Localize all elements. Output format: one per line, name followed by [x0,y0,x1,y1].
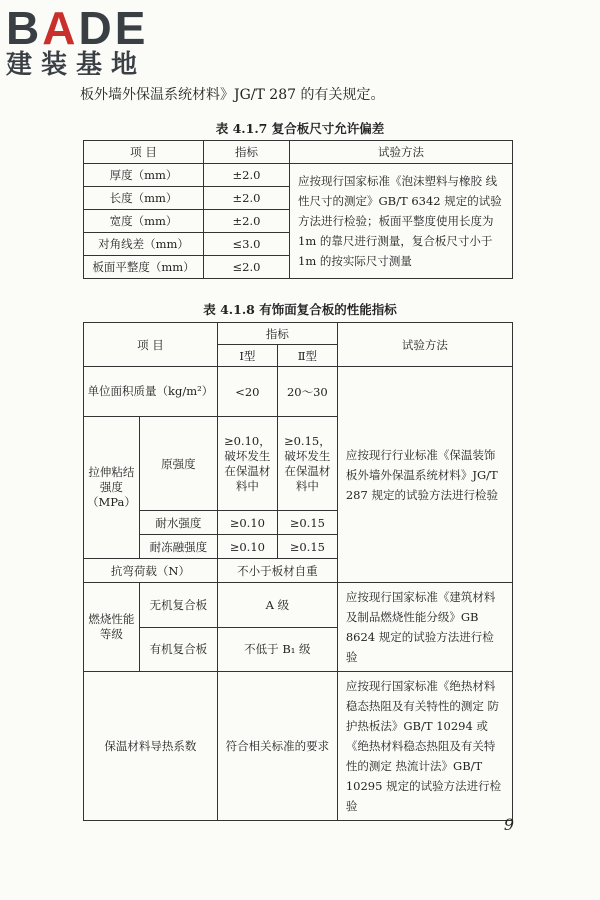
table-row [84,583,513,628]
table1-caption: 表 4.1.7 复合板尺寸允许偏差 [215,121,385,136]
table-header-row [84,323,513,345]
logo-chinese-text: 建装基地 [6,50,147,80]
row-value: ±2.0 [204,164,290,187]
row-type2-value: ≥0.15 [277,511,337,535]
row-value: 不小于板材自重 [217,559,337,583]
row-type1-value: <20 [217,367,277,417]
table-performance-index [83,322,513,821]
row-item: 宽度（mm） [84,210,204,233]
header-item: 项 目 [84,323,218,367]
method-cell: 应按现行国家标准《建筑材料及制品燃烧性能分级》GB 8624 规定的试验方法进行检验 [337,583,512,672]
row-item: 单位面积质量（kg/m²） [84,367,218,417]
header-item: 项 目 [84,141,204,164]
bade-logo [6,4,181,80]
row-subitem: 原强度 [139,417,217,511]
row-value: ±2.0 [204,187,290,210]
header-index: 指标 [204,141,290,164]
row-type2-value: 20～30 [277,367,337,417]
logo-letter-a: A [42,2,79,54]
row-subitem: 耐冻融强度 [139,535,217,559]
table-header-row [84,141,513,164]
row-type1-value: ≥0.10 [217,511,277,535]
row-value: ±2.0 [204,210,290,233]
logo-letter-b: B [6,2,43,54]
row-subitem: 无机复合板 [139,583,217,628]
row-item: 厚度（mm） [84,164,204,187]
header-type1: Ⅰ型 [217,345,277,367]
header-method: 试验方法 [290,141,513,164]
row-type1-value: ≥0.10 [217,535,277,559]
row-item: 板面平整度（mm） [84,256,204,279]
row-value: 符合相关标准的要求 [217,672,337,821]
row-type2-value: ≥0.15，破坏发生在保温材料中 [277,417,337,511]
row-item: 对角线差（mm） [84,233,204,256]
row-group: 拉伸粘结强度（MPa） [84,417,140,559]
row-type1-value: ≥0.10，破坏发生在保温材料中 [217,417,277,511]
logo-wordmark [6,4,181,52]
table-row [84,672,513,821]
method-cell: 应按现行国家标准《泡沫塑料与橡胶 线性尺寸的测定》GB/T 6342 规定的试验方法进行检验；板面平整度使用长度为 1m 的靠尺进行测量，复合板尺寸小于 1m 的按实际尺寸测量 [290,164,513,279]
method-cell: 应按现行国家标准《绝热材料稳态热阻及有关特性的测定 防护热板法》GB/T 10294 或《绝热材料稳态热阻及有关特性的测定 热流计法》GB/T 10295 规定的试验方法进行检验 [337,672,512,821]
row-subitem: 耐水强度 [139,511,217,535]
header-type2: Ⅱ型 [277,345,337,367]
row-item: 保温材料导热系数 [84,672,218,821]
page-number: 9 [503,815,514,834]
row-value: 不低于 B₁ 级 [217,627,337,672]
row-value: ≤2.0 [204,256,290,279]
logo-letters-de: DE [78,2,149,54]
header-index: 指标 [217,323,337,345]
header-method: 试验方法 [337,323,512,367]
row-group: 燃烧性能等级 [84,583,140,672]
table-size-tolerance [83,140,513,279]
row-type2-value: ≥0.15 [277,535,337,559]
row-item: 长度（mm） [84,187,204,210]
table2-caption: 表 4.1.8 有饰面复合板的性能指标 [203,302,397,317]
table-row [84,164,513,187]
row-value: A 级 [217,583,337,628]
row-value: ≤3.0 [204,233,290,256]
row-subitem: 有机复合板 [139,627,217,672]
method-cell: 应按现行行业标准《保温装饰板外墙外保温系统材料》JG/T 287 规定的试验方法进行检验 [337,367,512,583]
row-item: 抗弯荷载（N） [84,559,218,583]
intro-text: 板外墙外保温系统材料》JG/T 287 的有关规定。 [80,87,385,103]
table-row [84,367,513,417]
